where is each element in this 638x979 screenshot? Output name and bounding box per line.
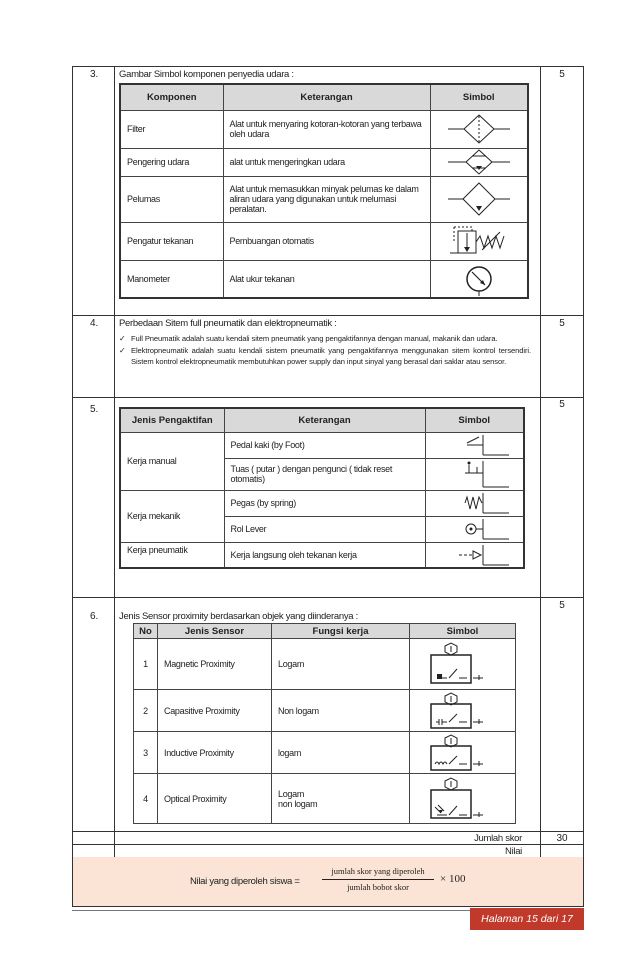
capacitive-sensor-symbol (410, 690, 516, 732)
cell-fungsi: Non logam (272, 690, 410, 732)
header-simbol: Simbol (410, 624, 516, 639)
table-row (120, 222, 528, 260)
cell-jenis: Kerja pneumatik (120, 542, 224, 568)
cell-keterangan: Alat untuk memasukkan minyak pelumas ke dalam aliran udara yang digunakan untuk melumasi peralatan. (223, 176, 430, 222)
formula-multiplier: × 100 (440, 873, 466, 885)
cell-no: 1 (134, 639, 158, 690)
optical-sensor-symbol (410, 774, 516, 824)
row-divider (72, 597, 584, 598)
spring-symbol (425, 490, 524, 516)
question-score: 5 (559, 318, 565, 329)
header-keterangan: Keterangan (224, 408, 425, 432)
question-title: Perbedaan Sitem full pneumatik dan elektropneumatik : (119, 318, 337, 329)
table-row (120, 260, 528, 298)
question-score: 5 (559, 69, 565, 80)
header-jenis: Jenis Pengaktifan (120, 408, 224, 432)
cell-sensor: Optical Proximity (158, 774, 272, 824)
cell-keterangan: Pegas (by spring) (224, 490, 425, 516)
pneumatic-pilot-symbol (425, 542, 524, 568)
question-number: 6. (90, 611, 99, 622)
foot-pedal-symbol (425, 432, 524, 458)
manometer-symbol (430, 260, 528, 298)
cell-komponen: Pengering udara (120, 148, 223, 176)
cell-fungsi: Logam non logam (272, 774, 410, 824)
cell-keterangan: Pedal kaki (by Foot) (224, 432, 425, 458)
components-table (119, 83, 529, 299)
total-score-label: Jumlah skor (474, 833, 522, 844)
question-title: Jenis Sensor proximity berdasarkan objek yang diinderanya : (119, 611, 358, 622)
row-divider (72, 397, 584, 398)
question-number: 4. (90, 318, 99, 329)
cell-sensor: Magnetic Proximity (158, 639, 272, 690)
cell-komponen: Pelumas (120, 176, 223, 222)
row-divider (72, 831, 584, 832)
header-fungsi: Fungsi kerja (272, 624, 410, 639)
formula-denominator: jumlah bobot skor (347, 882, 409, 892)
cell-keterangan: Alat ukur tekanan (223, 260, 430, 298)
cell-jenis: Kerja manual (120, 432, 224, 490)
header-keterangan: Keterangan (223, 84, 430, 110)
cell-no: 3 (134, 732, 158, 774)
cell-fungsi: logam (272, 732, 410, 774)
checkmark-icon: ✓ (119, 345, 126, 355)
cell-no: 4 (134, 774, 158, 824)
table-row (120, 432, 524, 458)
cell-keterangan: alat untuk mengeringkan udara (223, 148, 430, 176)
cell-sensor: Capasitive Proximity (158, 690, 272, 732)
row-divider (72, 844, 584, 845)
dryer-symbol (430, 148, 528, 176)
magnetic-sensor-symbol (410, 639, 516, 690)
cell-sensor: Inductive Proximity (158, 732, 272, 774)
checkmark-icon: ✓ (119, 334, 126, 343)
col-divider-number (114, 66, 115, 857)
list-item: ✓ Full Pneumatik adalah suatu kendali sitem pneumatik yang pengaktifannya dengan manual, makanik dan udara. (119, 334, 498, 343)
question-score: 5 (559, 600, 565, 611)
inductive-sensor-symbol (410, 732, 516, 774)
cell-keterangan: Kerja langsung oleh tekanan kerja (224, 542, 425, 568)
cell-jenis: Kerja mekanik (120, 490, 224, 542)
table-row (120, 542, 524, 568)
cell-keterangan: Pembuangan otomatis (223, 222, 430, 260)
table-row (134, 639, 516, 690)
col-divider-score (540, 66, 541, 857)
table-row (134, 774, 516, 824)
header-simbol: Simbol (425, 408, 524, 432)
table-row (134, 690, 516, 732)
row-divider (72, 315, 584, 316)
question-number: 3. (90, 69, 99, 80)
header-simbol: Simbol (430, 84, 528, 110)
actuation-table (119, 407, 525, 569)
total-score-value: 30 (556, 833, 568, 844)
question-title: Gambar Simbol komponen penyedia udara : (119, 69, 294, 80)
filter-symbol (430, 110, 528, 148)
lever-detent-symbol (425, 458, 524, 490)
header-komponen: Komponen (120, 84, 223, 110)
lubricator-symbol (430, 176, 528, 222)
fraction-bar (322, 879, 434, 880)
cell-komponen: Pengatur tekanan (120, 222, 223, 260)
table-row (120, 110, 528, 148)
cell-no: 2 (134, 690, 158, 732)
formula-numerator: jumlah skor yang diperoleh (331, 866, 425, 876)
differences-list (119, 333, 531, 368)
table-row (134, 732, 516, 774)
grade-label: Nilai (505, 846, 522, 857)
header-no: No (134, 624, 158, 639)
cell-keterangan: Tuas ( putar ) dengan pengunci ( tidak reset otomatis) (224, 458, 425, 490)
cell-keterangan: Rol Lever (224, 516, 425, 542)
sensor-table (133, 623, 516, 824)
cell-komponen: Filter (120, 110, 223, 148)
question-number: 5. (90, 404, 99, 415)
question-score: 5 (559, 399, 565, 410)
table-row (120, 176, 528, 222)
header-sensor: Jenis Sensor (158, 624, 272, 639)
cell-keterangan: Alat untuk menyaring kotoran-kotoran yang terbawa oleh udara (223, 110, 430, 148)
page-number-badge: Halaman 15 dari 17 (470, 908, 584, 930)
formula-label: Nilai yang diperoleh siswa = (190, 876, 300, 887)
cell-komponen: Manometer (120, 260, 223, 298)
roller-lever-symbol (425, 516, 524, 542)
table-row (120, 490, 524, 516)
pressure-regulator-symbol (430, 222, 528, 260)
table-row (120, 148, 528, 176)
list-item: ✓ Elektropneumatik adalah suatu kendali sistem pneumatik yang pengaktifannya menggunakan sitem kontrol tersendiri. Sistem kontrol elektropneumatik membutuhkan power supply dan input sinyal yang berasal dari saklar atau sensor. (119, 345, 531, 366)
cell-fungsi: Logam (272, 639, 410, 690)
